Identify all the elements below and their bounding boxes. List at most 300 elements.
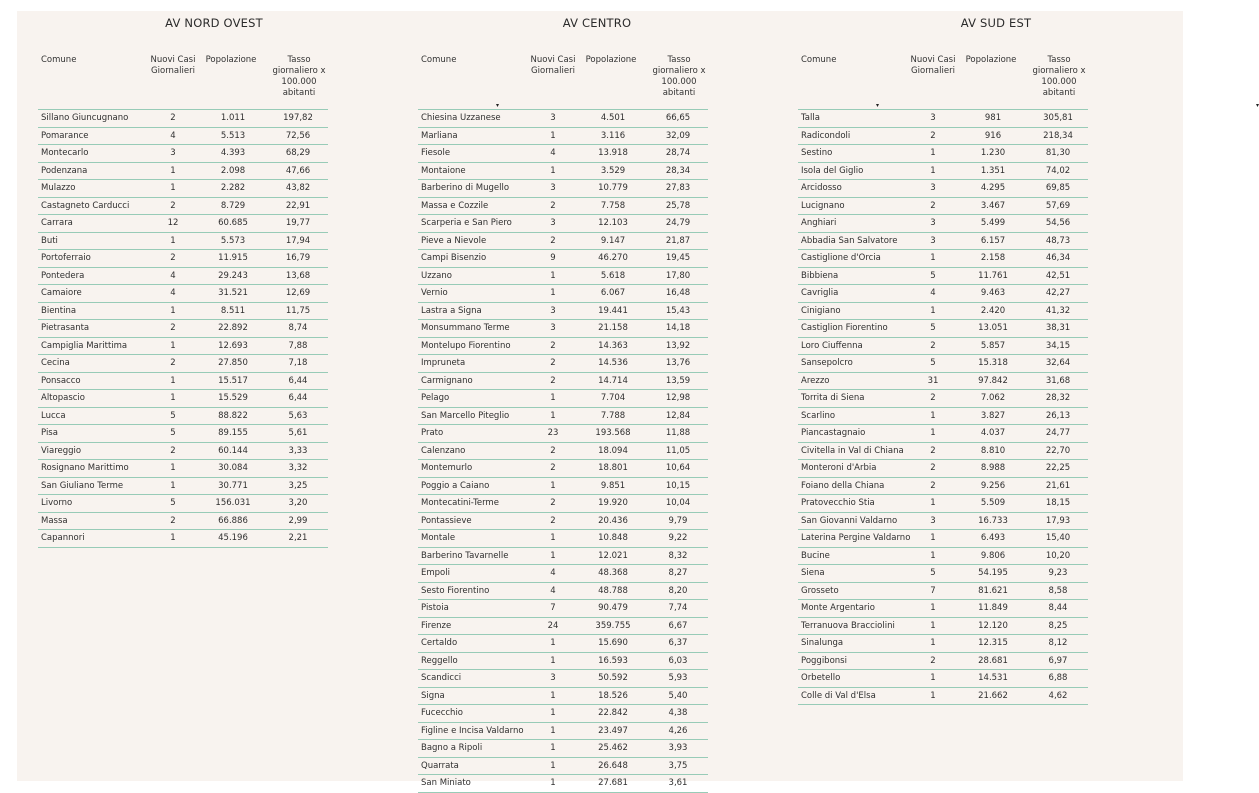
cell-comune: Chiesina Uzzanese (421, 113, 501, 123)
cell-tasso: 69,85 (1045, 183, 1071, 193)
cell-comune: Pistoia (421, 603, 449, 613)
table-body (418, 109, 708, 793)
cell-tasso: 218,34 (1043, 130, 1073, 141)
cell-nuovi-casi: 1 (550, 410, 556, 421)
cell-tasso: 32,64 (1045, 358, 1071, 368)
cell-comune: Viareggio (41, 445, 82, 456)
cell-popolazione: 10.848 (598, 533, 628, 543)
cell-comune: Vernio (421, 288, 448, 298)
cell-comune: Barberino Tavarnelle (421, 550, 509, 561)
cell-nuovi-casi: 23 (547, 428, 559, 438)
cell-popolazione: 19.441 (598, 305, 628, 316)
cell-nuovi-casi: 2 (930, 393, 936, 403)
sort-desc-icon[interactable]: ▾ (496, 102, 500, 109)
cell-nuovi-casi: 1 (550, 288, 556, 298)
table-row (798, 530, 1088, 548)
table-row (418, 268, 708, 286)
cell-popolazione: 5.857 (980, 340, 1006, 351)
cell-comune: Siena (801, 568, 825, 578)
table-row (418, 109, 708, 128)
cell-popolazione: 156.031 (215, 498, 251, 508)
table-row (418, 303, 708, 321)
cell-popolazione: 16.733 (978, 515, 1008, 526)
cell-popolazione: 9.147 (600, 235, 626, 246)
cell-comune: San Giuliano Terme (41, 480, 124, 491)
cell-tasso: 9,22 (668, 533, 688, 543)
cell-tasso: 27,83 (665, 183, 691, 193)
cell-popolazione: 90.479 (598, 603, 628, 613)
cell-nuovi-casi: 5 (930, 323, 936, 333)
table-row (798, 303, 1088, 321)
cell-tasso: 16,79 (285, 253, 311, 263)
table-row (418, 688, 708, 706)
col-popolazione-header: Popolazione (965, 55, 1017, 65)
cell-tasso: 197,82 (283, 113, 313, 123)
cell-tasso: 34,15 (1045, 340, 1071, 351)
cell-popolazione: 12.103 (598, 218, 628, 228)
cell-tasso: 46,34 (1045, 253, 1071, 263)
cell-nuovi-casi: 2 (170, 323, 176, 333)
cell-nuovi-casi: 2 (550, 235, 556, 246)
cell-comune: Certaldo (421, 638, 458, 648)
table-row (798, 145, 1088, 163)
cell-tasso: 13,68 (285, 270, 311, 281)
cell-tasso: 32,09 (665, 130, 691, 141)
cell-tasso: 4,62 (1048, 690, 1068, 701)
table-row (798, 198, 1088, 216)
cell-nuovi-casi: 3 (550, 673, 556, 683)
cell-comune: Impruneta (421, 358, 466, 368)
table-row (798, 285, 1088, 303)
table-row (418, 670, 708, 688)
panel-title: AV NORD OVEST (165, 16, 263, 30)
table-row (798, 513, 1088, 531)
cell-nuovi-casi: 2 (930, 200, 936, 211)
cell-nuovi-casi: 24 (547, 620, 559, 631)
table-row (418, 443, 708, 461)
cell-comune: Massa e Cozzile (421, 200, 489, 211)
table-row (418, 548, 708, 566)
cell-tasso: 38,31 (1045, 323, 1071, 333)
cell-popolazione: 8.988 (980, 463, 1006, 473)
cell-popolazione: 27.681 (598, 778, 628, 788)
table-row (798, 233, 1088, 251)
cell-popolazione: 26.648 (598, 760, 628, 771)
cell-tasso: 15,40 (1045, 533, 1071, 543)
cell-comune: Montaione (421, 165, 466, 176)
cell-tasso: 19,77 (285, 218, 311, 228)
table-row (38, 338, 328, 356)
cell-nuovi-casi: 2 (550, 358, 556, 368)
cell-nuovi-casi: 1 (930, 550, 936, 561)
cell-tasso: 42,27 (1045, 288, 1071, 298)
table-row (38, 303, 328, 321)
sort-desc-icon[interactable]: ▾ (1256, 102, 1259, 109)
cell-nuovi-casi: 2 (170, 253, 176, 263)
cell-comune: Montecatini-Terme (421, 498, 499, 508)
cell-popolazione: 25.462 (598, 743, 628, 753)
col-popolazione-header: Popolazione (205, 55, 257, 65)
table-row (38, 233, 328, 251)
cell-nuovi-casi: 2 (170, 358, 176, 368)
table-row (418, 355, 708, 373)
cell-nuovi-casi: 2 (930, 445, 936, 456)
table-row (38, 425, 328, 443)
cell-popolazione: 18.526 (598, 690, 628, 701)
cell-tasso: 31,68 (1045, 375, 1071, 386)
table-row (38, 250, 328, 268)
cell-comune: Carrara (41, 218, 73, 228)
cell-nuovi-casi: 2 (550, 340, 556, 351)
cell-nuovi-casi: 1 (550, 725, 556, 736)
cell-popolazione: 6.493 (980, 533, 1006, 543)
table-row (418, 600, 708, 618)
cell-nuovi-casi: 2 (550, 463, 556, 473)
table-row (798, 180, 1088, 198)
cell-nuovi-casi: 1 (550, 778, 556, 788)
cell-popolazione: 9.463 (980, 288, 1006, 298)
cell-comune: Pisa (41, 428, 58, 438)
cell-comune: Pontassieve (421, 515, 472, 526)
cell-popolazione: 11.915 (218, 253, 248, 263)
cell-popolazione: 60.144 (218, 445, 248, 456)
cell-tasso: 9,23 (1048, 568, 1068, 578)
cell-nuovi-casi: 3 (930, 183, 936, 193)
cell-popolazione: 66.886 (218, 515, 248, 526)
cell-nuovi-casi: 3 (550, 113, 556, 123)
cell-nuovi-casi: 3 (550, 305, 556, 316)
cell-popolazione: 14.531 (978, 673, 1008, 683)
cell-popolazione: 193.568 (595, 428, 631, 438)
cell-nuovi-casi: 1 (550, 690, 556, 701)
table-row (418, 513, 708, 531)
cell-nuovi-casi: 3 (550, 183, 556, 193)
table-row (418, 163, 708, 181)
cell-comune: San Miniato (421, 778, 471, 788)
cell-comune: Sillano Giuncugnano (41, 113, 129, 123)
cell-popolazione: 28.681 (978, 655, 1008, 666)
cell-popolazione: 4.501 (600, 113, 626, 123)
cell-popolazione: 15.690 (598, 638, 628, 648)
cell-nuovi-casi: 1 (930, 428, 936, 438)
cell-popolazione: 15.529 (218, 393, 248, 403)
cell-tasso: 5,93 (668, 673, 688, 683)
table-row (38, 163, 328, 181)
cell-tasso: 11,75 (285, 305, 311, 316)
table-row (418, 460, 708, 478)
table-row (418, 705, 708, 723)
cell-popolazione: 54.195 (978, 568, 1008, 578)
cell-tasso: 8,58 (1048, 585, 1068, 596)
table-row (418, 215, 708, 233)
cell-comune: Terranuova Bracciolini (801, 620, 895, 631)
table-row (418, 320, 708, 338)
cell-tasso: 11,88 (665, 428, 691, 438)
table-row (418, 478, 708, 496)
cell-comune: Pomarance (41, 130, 89, 141)
cell-comune: Cinigiano (801, 305, 841, 316)
cell-tasso: 2,21 (288, 533, 308, 543)
table-row (418, 338, 708, 356)
cell-comune: Pieve a Nievole (421, 235, 487, 246)
cell-popolazione: 48.788 (598, 585, 628, 596)
cell-tasso: 3,20 (288, 498, 308, 508)
cell-comune: Piancastagnaio (801, 428, 866, 438)
cell-nuovi-casi: 1 (550, 655, 556, 666)
cell-nuovi-casi: 1 (170, 393, 176, 403)
col-comune-header: Comune (41, 55, 77, 65)
table-row (798, 250, 1088, 268)
cell-popolazione: 359.755 (595, 620, 631, 631)
cell-comune: Monsummano Terme (421, 323, 510, 333)
cell-popolazione: 9.256 (980, 480, 1006, 491)
cell-tasso: 28,32 (1045, 393, 1071, 403)
col-tasso-header[interactable]: Tasso giornaliero x 100.000 abitanti ▾ (652, 55, 880, 109)
cell-comune: Torrita di Siena (801, 393, 865, 403)
table-row (38, 373, 328, 391)
cell-comune: Monteroni d'Arbia (801, 463, 877, 473)
cell-nuovi-casi: 4 (550, 568, 556, 578)
cell-comune: Camaiore (41, 288, 82, 298)
cell-comune: Scarperia e San Piero (421, 218, 512, 228)
cell-popolazione: 11.849 (978, 603, 1008, 613)
cell-nuovi-casi: 7 (550, 603, 556, 613)
cell-nuovi-casi: 1 (550, 165, 556, 176)
cell-nuovi-casi: 1 (550, 550, 556, 561)
cell-comune: Altopascio (41, 393, 85, 403)
cell-tasso: 22,25 (1045, 463, 1071, 473)
col-tasso-header[interactable]: Tasso giornaliero x 100.000 abitanti ▾ (1032, 55, 1259, 109)
cell-nuovi-casi: 1 (170, 305, 176, 316)
table-row (798, 373, 1088, 391)
cell-comune: Marliana (421, 130, 458, 141)
cell-tasso: 3,25 (288, 480, 308, 491)
cell-comune: Fucecchio (421, 708, 464, 718)
cell-popolazione: 81.621 (978, 585, 1008, 596)
col-comune-header: Comune (801, 55, 837, 65)
cell-popolazione: 19.920 (598, 498, 628, 508)
cell-popolazione: 981 (984, 113, 1002, 123)
table-row (798, 320, 1088, 338)
cell-nuovi-casi: 12 (167, 218, 179, 228)
cell-nuovi-casi: 7 (930, 585, 936, 596)
table-row (798, 163, 1088, 181)
table-row (418, 233, 708, 251)
table-row (798, 425, 1088, 443)
cell-comune: Ponsacco (41, 375, 81, 386)
table-row (38, 513, 328, 531)
cell-comune: Talla (801, 113, 820, 123)
table-row (38, 128, 328, 146)
cell-comune: Scarlino (801, 410, 836, 421)
cell-comune: Abbadia San Salvatore (801, 235, 898, 246)
cell-nuovi-casi: 1 (170, 165, 176, 176)
cell-tasso: 18,15 (1045, 498, 1071, 508)
cell-comune: Monte Argentario (801, 603, 875, 613)
cell-popolazione: 22.842 (598, 708, 628, 718)
cell-popolazione: 6.067 (600, 288, 626, 298)
cell-nuovi-casi: 4 (930, 288, 936, 298)
cell-nuovi-casi: 2 (550, 375, 556, 386)
sort-desc-icon[interactable]: ▾ (876, 102, 880, 109)
cell-comune: Carmignano (421, 375, 473, 386)
col-casi-header: Nuovi Casi Giornalieri (910, 55, 956, 76)
cell-tasso: 8,27 (668, 568, 688, 578)
cell-nuovi-casi: 2 (170, 113, 176, 123)
cell-popolazione: 18.801 (598, 463, 628, 473)
table-row (418, 285, 708, 303)
table-row (38, 443, 328, 461)
cell-nuovi-casi: 1 (550, 393, 556, 403)
cell-tasso: 28,74 (665, 148, 691, 158)
cell-popolazione: 60.685 (218, 218, 248, 228)
cell-popolazione: 14.363 (598, 340, 628, 351)
cell-comune: Prato (421, 428, 444, 438)
cell-tasso: 42,51 (1045, 270, 1071, 281)
cell-popolazione: 16.593 (598, 655, 628, 666)
cell-tasso: 6,67 (668, 620, 688, 631)
cell-comune: Cavriglia (801, 288, 839, 298)
cell-nuovi-casi: 2 (930, 480, 936, 491)
cell-popolazione: 89.155 (218, 428, 248, 438)
cell-popolazione: 97.842 (978, 375, 1008, 386)
cell-comune: Figline e Incisa Valdarno (421, 725, 524, 736)
cell-popolazione: 27.850 (218, 358, 248, 368)
cell-comune: Orbetello (801, 673, 841, 683)
cell-nuovi-casi: 2 (170, 515, 176, 526)
cell-tasso: 3,61 (668, 778, 688, 788)
cell-popolazione: 45.196 (218, 533, 248, 543)
cell-popolazione: 14.714 (598, 375, 628, 386)
cell-comune: Massa (41, 515, 68, 526)
cell-tasso: 22,70 (1045, 445, 1071, 456)
cell-comune: Rosignano Marittimo (41, 463, 129, 473)
col-casi-header: Nuovi Casi Giornalieri (150, 55, 196, 76)
cell-tasso: 13,59 (665, 375, 691, 386)
cell-comune: Signa (421, 690, 445, 701)
cell-tasso: 25,78 (665, 200, 691, 211)
table-row (418, 723, 708, 741)
cell-nuovi-casi: 5 (930, 270, 936, 281)
table-row (418, 128, 708, 146)
cell-tasso: 3,75 (668, 760, 688, 771)
cell-tasso: 14,18 (665, 323, 691, 333)
cell-popolazione: 21.158 (598, 323, 628, 333)
cell-nuovi-casi: 4 (170, 130, 176, 141)
cell-tasso: 4,26 (668, 725, 688, 736)
cell-nuovi-casi: 2 (930, 130, 936, 141)
cell-comune: Sestino (801, 148, 833, 158)
cell-nuovi-casi: 1 (930, 253, 936, 263)
cell-tasso: 8,74 (288, 323, 308, 333)
cell-comune: Reggello (421, 655, 458, 666)
cell-tasso: 24,77 (1045, 428, 1071, 438)
cell-popolazione: 3.827 (980, 410, 1006, 421)
cell-popolazione: 5.573 (220, 235, 246, 246)
cell-comune: Cecina (41, 358, 70, 368)
cell-comune: Radicondoli (801, 130, 851, 141)
table-row (798, 635, 1088, 653)
table-row (38, 495, 328, 513)
cell-nuovi-casi: 1 (930, 603, 936, 613)
cell-popolazione: 8.511 (220, 305, 246, 316)
cell-popolazione: 8.810 (980, 445, 1006, 456)
cell-comune: Quarrata (421, 760, 459, 771)
cell-comune: Barberino di Mugello (421, 183, 510, 193)
panel-title: AV SUD EST (960, 16, 1032, 30)
cell-nuovi-casi: 3 (930, 113, 936, 123)
table-row (38, 268, 328, 286)
cell-nuovi-casi: 1 (550, 760, 556, 771)
cell-nuovi-casi: 4 (550, 148, 556, 158)
cell-tasso: 6,88 (1048, 673, 1068, 683)
cell-nuovi-casi: 1 (550, 270, 556, 281)
table-row (38, 478, 328, 496)
table-row (38, 109, 328, 128)
cell-nuovi-casi: 1 (930, 498, 936, 508)
cell-tasso: 12,98 (665, 393, 691, 403)
cell-popolazione: 5.509 (980, 498, 1006, 508)
cell-comune: Lucca (41, 410, 66, 421)
table-row (798, 443, 1088, 461)
cell-comune: Podenzana (41, 165, 88, 176)
cell-tasso: 26,13 (1045, 410, 1071, 421)
cell-tasso: 8,20 (668, 585, 688, 596)
cell-nuovi-casi: 2 (930, 463, 936, 473)
cell-comune: Poggibonsi (801, 655, 847, 666)
cell-popolazione: 14.536 (598, 358, 628, 368)
cell-tasso: 2,99 (288, 515, 308, 526)
cell-comune: Poggio a Caiano (421, 480, 490, 491)
cell-popolazione: 2.420 (980, 305, 1006, 316)
table-row (418, 565, 708, 583)
cell-popolazione: 4.037 (980, 428, 1006, 438)
table-row (798, 128, 1088, 146)
cell-tasso: 9,79 (668, 515, 688, 526)
cell-popolazione: 4.295 (980, 183, 1006, 193)
cell-nuovi-casi: 3 (550, 218, 556, 228)
table-row (798, 109, 1088, 128)
cell-comune: Portoferraio (41, 253, 91, 263)
cell-comune: Sansepolcro (801, 358, 853, 368)
table-row (418, 530, 708, 548)
cell-popolazione: 15.318 (978, 358, 1008, 368)
cell-comune: Montecarlo (41, 148, 89, 158)
cell-tasso: 3,32 (288, 463, 308, 473)
table-row (418, 390, 708, 408)
cell-popolazione: 7.704 (600, 393, 626, 403)
cell-tasso: 81,30 (1045, 148, 1071, 158)
cell-tasso: 17,80 (665, 270, 691, 281)
cell-nuovi-casi: 4 (170, 288, 176, 298)
cell-popolazione: 30.084 (218, 463, 248, 473)
cell-nuovi-casi: 1 (930, 638, 936, 648)
cell-nuovi-casi: 2 (930, 340, 936, 351)
table-row (798, 565, 1088, 583)
cell-tasso: 16,48 (665, 288, 691, 298)
cell-popolazione: 15.517 (218, 375, 248, 386)
cell-popolazione: 50.592 (598, 673, 628, 683)
cell-comune: Bagno a Ripoli (421, 743, 483, 753)
cell-tasso: 5,63 (288, 410, 308, 421)
cell-tasso: 57,69 (1045, 200, 1071, 211)
table-row (798, 670, 1088, 688)
table-row (38, 285, 328, 303)
cell-popolazione: 3.529 (600, 165, 626, 176)
cell-nuovi-casi: 2 (170, 445, 176, 456)
col-tasso-header[interactable]: Tasso giornaliero x 100.000 abitanti ▾ (272, 55, 500, 109)
table-row (798, 390, 1088, 408)
